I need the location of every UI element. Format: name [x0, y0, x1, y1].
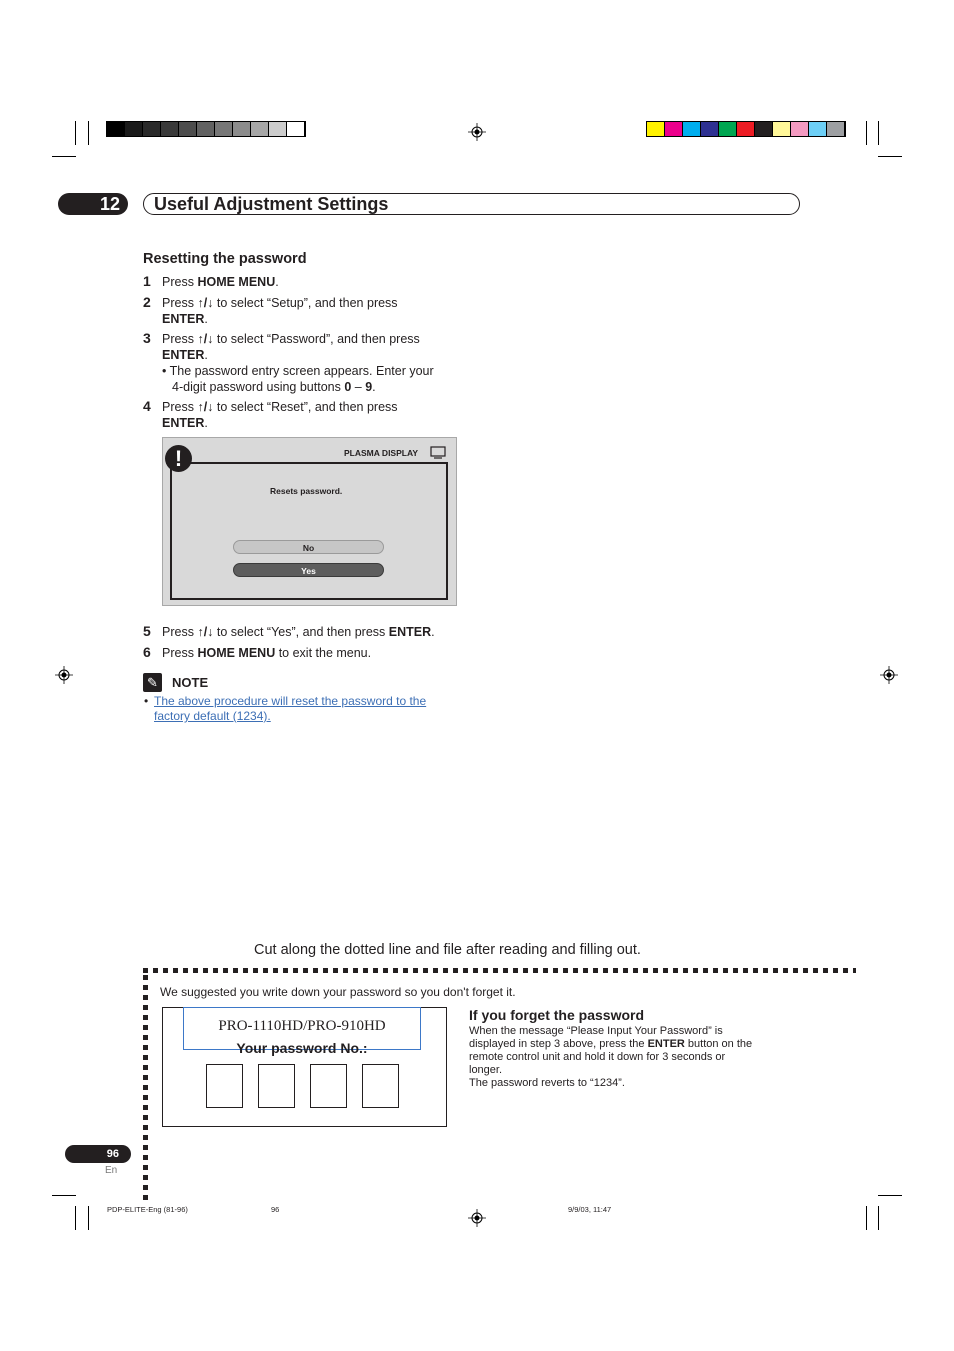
crop-mark: [878, 156, 902, 157]
display-icon: [430, 446, 446, 459]
step-number: 4: [143, 398, 151, 414]
step-number: 1: [143, 273, 151, 289]
color-swatch: [107, 122, 125, 136]
password-digit-box[interactable]: [206, 1064, 243, 1108]
crop-mark: [88, 121, 89, 145]
note-pencil-icon: ✎: [143, 673, 162, 692]
color-swatch: [215, 122, 233, 136]
color-swatch: [179, 122, 197, 136]
color-swatch: [683, 122, 701, 136]
crop-mark: [88, 1206, 89, 1230]
color-swatch: [251, 122, 269, 136]
crop-mark: [75, 121, 76, 145]
up-down-arrows-icon: ↑/↓: [197, 400, 214, 414]
warning-icon: !: [165, 445, 192, 472]
color-swatch: [665, 122, 683, 136]
crop-mark: [52, 1195, 76, 1196]
note-heading: NOTE: [172, 675, 209, 690]
color-swatch: [647, 122, 665, 136]
color-swatch: [773, 122, 791, 136]
yes-button[interactable]: Yes: [233, 563, 384, 577]
password-digit-box[interactable]: [362, 1064, 399, 1108]
grayscale-bar: [106, 121, 306, 137]
step-text: Press HOME MENU.: [162, 275, 279, 289]
page-title: Useful Adjustment Settings: [143, 193, 800, 215]
registration-mark-icon: [468, 123, 486, 141]
crop-mark: [52, 156, 76, 157]
crop-mark: [52, 145, 76, 146]
color-swatch: [233, 122, 251, 136]
model-name: PRO-1110HD/PRO-910HD: [218, 1018, 386, 1034]
no-button[interactable]: No: [233, 540, 384, 554]
crop-mark: [878, 1195, 902, 1196]
color-swatch: [143, 122, 161, 136]
suggestion-text: We suggested you write down your password so you don't forget it.: [160, 985, 516, 999]
color-swatch: [125, 122, 143, 136]
color-swatch: [737, 122, 755, 136]
forget-text: When the message “Please Input Your Password” is displayed in step 3 above, press the ENTER button on the remote control unit and hold it down for 3 seconds or longer. The password reverts to “1234”.: [469, 1025, 753, 1089]
crop-mark: [75, 1206, 76, 1230]
color-swatch: [269, 122, 287, 136]
cut-line-horizontal: [143, 968, 856, 973]
color-swatch: [809, 122, 827, 136]
color-swatch: [197, 122, 215, 136]
color-swatch: [755, 122, 773, 136]
color-swatch: [161, 122, 179, 136]
step-number: 6: [143, 644, 151, 660]
print-file-name: PDP-ELITE-Eng (81-96): [107, 1205, 188, 1214]
password-digit-box[interactable]: [310, 1064, 347, 1108]
step-text: Press ↑/↓ to select “Reset”, and then press ENTER.: [162, 400, 398, 430]
print-date: 9/9/03, 11:47: [568, 1205, 612, 1214]
color-swatch: [701, 122, 719, 136]
color-bar: [646, 121, 846, 137]
password-digit-box[interactable]: [258, 1064, 295, 1108]
dialog-frame: [170, 462, 448, 600]
registration-mark-icon: [468, 1209, 486, 1227]
step-text: Press ↑/↓ to select “Setup”, and then press ENTER.: [162, 296, 398, 326]
color-swatch: [791, 122, 809, 136]
crop-mark: [866, 1206, 867, 1230]
color-swatch: [719, 122, 737, 136]
registration-mark-icon: [880, 666, 898, 684]
language-label: En: [105, 1165, 118, 1176]
chapter-number: 12: [58, 193, 128, 215]
dialog-message: Resets password.: [270, 486, 343, 496]
step-number: 3: [143, 330, 151, 346]
color-swatch: [827, 122, 845, 136]
forget-heading: If you forget the password: [469, 1007, 645, 1023]
brand-label: PLASMA DISPLAY: [344, 448, 418, 458]
note-link[interactable]: The above procedure will reset the password to the factory default (1234).: [154, 694, 427, 723]
step-text: Press ↑/↓ to select “Password”, and then press ENTER. • The password entry screen appears. Enter your 4-digit password using buttons 0 – 9.: [162, 332, 434, 394]
step-number: 5: [143, 623, 151, 639]
note-bullet: •: [144, 694, 149, 708]
crop-mark: [878, 121, 879, 145]
crop-mark: [878, 1206, 879, 1230]
color-swatch: [287, 122, 305, 136]
step-number: 2: [143, 294, 151, 310]
cut-line-vertical: [143, 975, 148, 1200]
up-down-arrows-icon: ↑/↓: [197, 296, 214, 310]
page-number: 96: [65, 1145, 131, 1163]
up-down-arrows-icon: ↑/↓: [197, 625, 214, 639]
section-heading: Resetting the password: [143, 251, 307, 267]
step-text: Press ↑/↓ to select “Yes”, and then press ENTER.: [162, 625, 435, 639]
cut-instruction: Cut along the dotted line and file after reading and filling out.: [254, 942, 641, 958]
password-label: Your password No.:: [236, 1040, 368, 1056]
up-down-arrows-icon: ↑/↓: [197, 332, 214, 346]
step-text: Press HOME MENU to exit the menu.: [162, 646, 372, 660]
registration-mark-icon: [55, 666, 73, 684]
print-page: 96: [271, 1205, 280, 1214]
crop-mark: [866, 121, 867, 145]
